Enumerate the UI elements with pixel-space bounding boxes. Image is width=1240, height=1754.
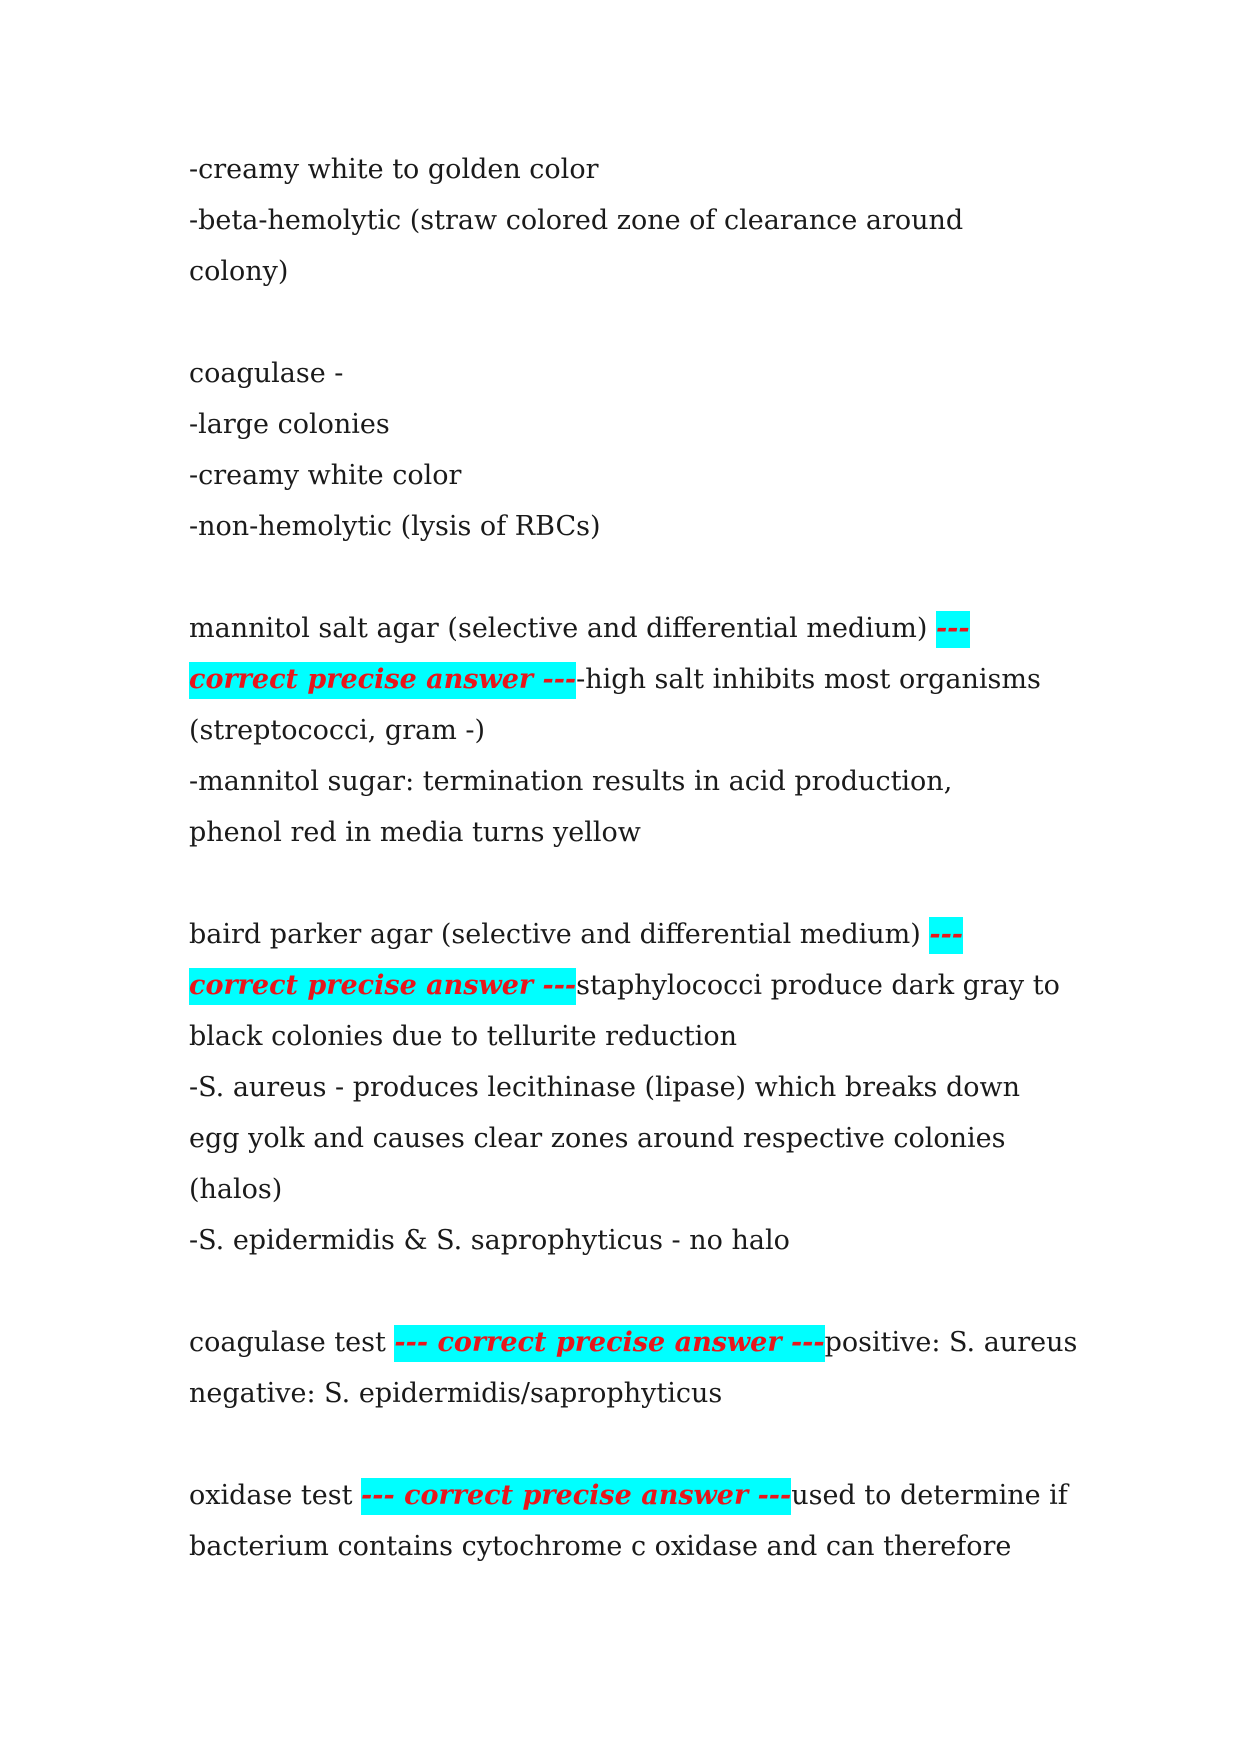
text-line (189, 603, 1089, 654)
text-line (189, 1317, 1089, 1368)
line-text: coagulase test (189, 1327, 395, 1358)
text-line: -mannitol sugar: termination results in acid production, (189, 766, 953, 797)
answer-highlight: correct precise answer --- (189, 662, 576, 699)
line-text: -high salt inhibits most organisms (576, 664, 1041, 695)
answer-highlight: correct precise answer --- (189, 968, 576, 1005)
line-text: used to determine if (791, 1480, 1068, 1511)
text-line: colony) (189, 256, 289, 287)
text-line (189, 1470, 1089, 1521)
text-line: -beta-hemolytic (straw colored zone of clearance around (189, 205, 964, 236)
text-line: -creamy white to golden color (189, 154, 599, 185)
text-line: black colonies due to tellurite reduction (189, 1021, 737, 1052)
text-line: -non-hemolytic (lysis of RBCs) (189, 511, 601, 542)
paragraph-gap (189, 858, 1089, 909)
text-line: (streptococci, gram -) (189, 715, 486, 746)
text-line (189, 909, 1089, 960)
line-text: mannitol salt agar (selective and differential medium) (189, 613, 936, 644)
text-line: -S. aureus - produces lecithinase (lipase) which breaks down (189, 1072, 1021, 1103)
answer-highlight: --- (929, 917, 963, 954)
line-text: positive: S. aureus (824, 1327, 1078, 1358)
paragraph-gap (189, 297, 1089, 348)
text-line: -creamy white color (189, 460, 462, 491)
text-line (189, 654, 1089, 705)
text-line: egg yolk and causes clear zones around respective colonies (189, 1123, 1006, 1154)
answer-highlight: --- (936, 611, 970, 648)
text-line: bacterium contains cytochrome c oxidase and can therefore (189, 1531, 1012, 1562)
line-text: baird parker agar (selective and differential medium) (189, 919, 930, 950)
text-line: negative: S. epidermidis/saprophyticus (189, 1378, 723, 1409)
answer-highlight: --- correct precise answer --- (361, 1478, 791, 1515)
text-line: -S. epidermidis & S. saprophyticus - no halo (189, 1225, 790, 1256)
line-text: oxidase test (189, 1480, 362, 1511)
document-body (189, 144, 1089, 1572)
paragraph-gap (189, 552, 1089, 603)
paragraph-gap (189, 1419, 1089, 1470)
text-line: (halos) (189, 1174, 283, 1205)
text-line: coagulase - (189, 358, 344, 389)
answer-highlight: --- correct precise answer --- (394, 1325, 824, 1362)
line-text: staphylococci produce dark gray to (576, 970, 1060, 1001)
text-line: phenol red in media turns yellow (189, 817, 641, 848)
text-line: -large colonies (189, 409, 390, 440)
text-line (189, 960, 1089, 1011)
paragraph-gap (189, 1266, 1089, 1317)
